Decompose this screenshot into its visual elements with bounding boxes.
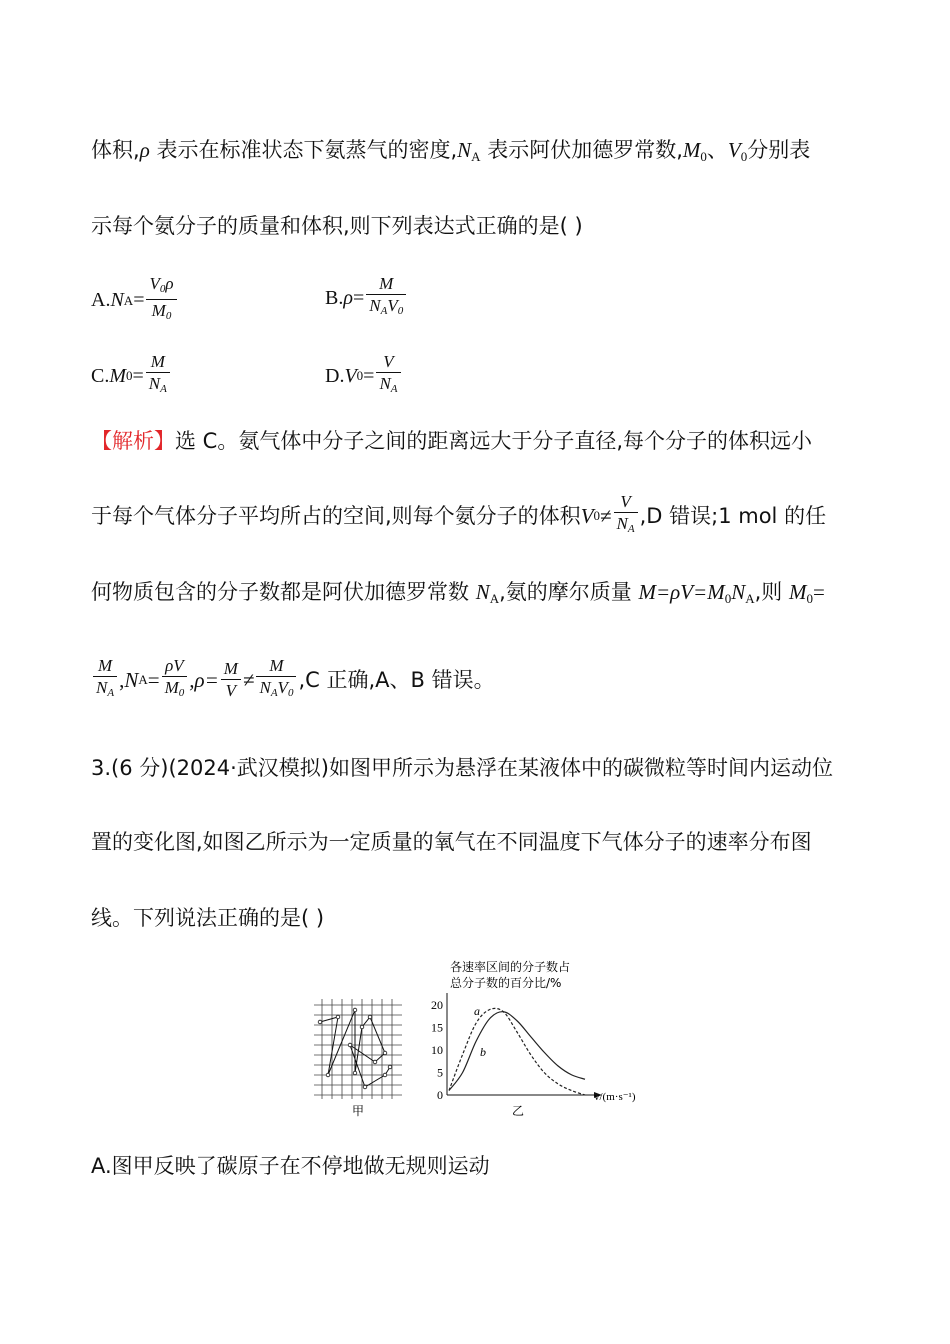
option-b: B. ρ = $\frac{M}{\text{NAV0}}$	[325, 274, 408, 322]
curve-a-label: a	[474, 1004, 480, 1018]
option-c-fraction: $\frac{M}{NA}$	[146, 352, 170, 400]
q3-option-a: A.图甲反映了碳原子在不停地做无规则运动	[91, 1154, 490, 1178]
figure-svg	[310, 955, 660, 1125]
analysis-fraction-rhov-m0: $\frac{\rho V}{M0}$	[162, 656, 188, 704]
para1-line2: 示每个氨分子的质量和体积,则下列表达式正确的是( )	[91, 214, 583, 238]
option-b-fraction: $\frac{M}{\text{NAV0}}$	[366, 274, 406, 322]
figure	[310, 955, 660, 1129]
analysis-fraction-m-v: $\frac{M}{V}$	[221, 659, 241, 702]
x-axis-label: v/(m·s⁻¹)	[594, 1091, 636, 1103]
analysis-fraction-m-na: $\frac{M}{NA}$	[93, 656, 117, 704]
analysis-line4: $\frac{M}{NA}$ , N A = $\frac{\rho V}{M0}$ ,ρ= $\frac{M}{V}$ ≠ $\frac{M}{\text{NAV0}}$ ,C 正确,A、B 错误。	[91, 658, 495, 702]
y-tick-label: 15	[431, 1020, 443, 1035]
y-tick-label: 20	[431, 998, 443, 1012]
analysis-tag: 【解析】	[91, 429, 175, 453]
curves	[449, 1008, 585, 1095]
para1-line1: 体积,ρ 表示在标准状态下氨蒸气的密度$,N_A$ 表示阿伏加德罗常数$,M_0$、$V_0$分别表	[91, 138, 811, 164]
q3-line1: 3.(6 分)(2024·武汉模拟)如图甲所示为悬浮在某液体中的碳微粒等时间内运动位	[91, 756, 833, 780]
q3-line2: 置的变化图,如图乙所示为一定质量的氧气在不同温度下气体分子的速率分布图	[91, 830, 812, 854]
y-tick-label: 5	[437, 1065, 443, 1080]
q3-line3: 线。下列说法正确的是( )	[91, 906, 325, 930]
analysis-line1: 【解析】选 C。氨气体中分子之间的距离远大于分子直径,每个分子的体积远小	[91, 429, 813, 453]
y-tick-label: 0	[437, 1088, 443, 1102]
option-d: D. V 0 = $\frac{V}{NA}$	[325, 352, 403, 400]
left-caption: 甲	[351, 1104, 365, 1118]
analysis-fraction-m-nav0: $\frac{M}{\text{NAV0}}$	[256, 656, 296, 704]
option-a: A. N A = $\frac{V0\rho}{M0}$	[91, 274, 179, 327]
ylabel-line2: 总分子数的百分比/%	[450, 976, 562, 990]
right-caption: 乙	[511, 1104, 525, 1118]
option-a-fraction: $\frac{V0\rho}{M0}$	[146, 274, 176, 327]
ylabel-line1: 各速率区间的分子数占	[450, 960, 571, 974]
option-d-fraction: $\frac{V}{NA}$	[376, 352, 400, 400]
y-tick-label: 10	[431, 1043, 443, 1057]
brownian-path	[320, 1010, 390, 1087]
brownian-grid	[314, 999, 402, 1099]
curve-b-label: b	[480, 1045, 486, 1059]
curve-b	[449, 1012, 585, 1091]
option-c: C. M 0 = $\frac{M}{NA}$	[91, 352, 172, 400]
y-tick-labels	[431, 998, 443, 1102]
analysis-line3: 何物质包含的分子数都是阿伏加德罗常数 $N_A$,氨的摩尔质量 $M=\rho V=M_0N_A$,则 $M_0=$	[91, 580, 825, 606]
analysis-fraction-v-na: $\frac{V}{NA}$	[614, 492, 638, 540]
analysis-line2: 于每个气体分子平均所占的空间,则每个氨分子的体积 V 0 ≠ $\frac{V}{NA}$ ,D 错误;1 mol 的任	[91, 494, 826, 538]
